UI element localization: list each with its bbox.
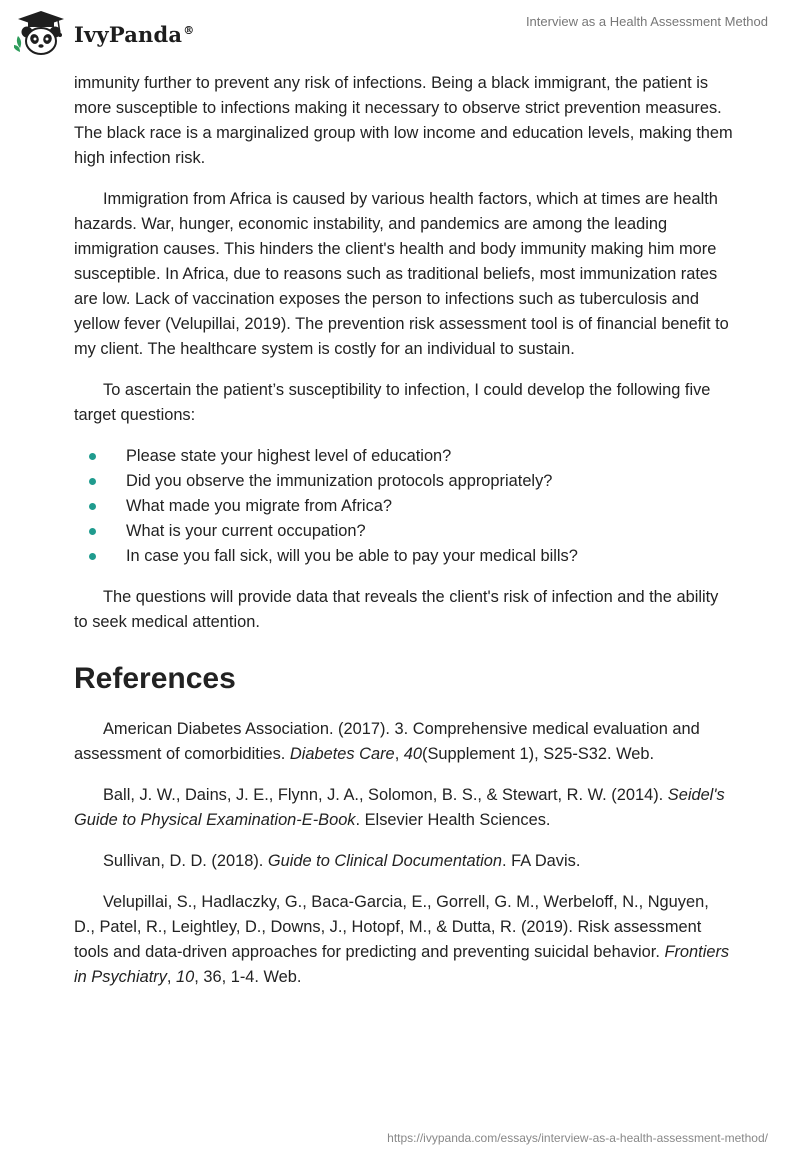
reference-entry: Velupillai, S., Hadlaczky, G., Baca-Garcia, E., Gorrell, G. M., Werbeloff, N., Nguyen, D., Patel, R., Leightley, D., Downs, J., Hotopf, M., & Dutta, R. (2019). Risk assessment tools and data-driven approaches for predicting and preventing suicidal behavior. Frontiers in Psychiatry, 10, 36, 1-4. Web. (74, 893, 730, 986)
list-item: Did you observe the immunization protocols appropriately? (74, 469, 734, 494)
essay-content (74, 71, 734, 990)
paragraph-immunity: immunity further to prevent any risk of infections. Being a black immigrant, the patient is more susceptible to infections making it necessary to observe strict prevention measures. The black race is a marginalized group with low income and education levels, making them high infection risk. (74, 74, 733, 167)
list-item: Please state your highest level of education? (74, 444, 734, 469)
references-list (74, 717, 734, 990)
references-heading: References (74, 662, 236, 695)
brand-name: IvyPanda® (74, 21, 195, 47)
page-header (0, 0, 800, 70)
list-item: What made you migrate from Africa? (74, 494, 734, 519)
reference-entry: Ball, J. W., Dains, J. E., Flynn, J. A., Solomon, B. S., & Stewart, R. W. (2014). Seidel's Guide to Physical Examination-E-Book. Elsevier Health Sciences. (74, 786, 725, 829)
reference-entry: American Diabetes Association. (2017). 3. Comprehensive medical evaluation and assessment of comorbidities. Diabetes Care, 40(Supplement 1), S25-S32. Web. (74, 720, 700, 763)
page-url[interactable]: https://ivypanda.com/essays/interview-as-a-health-assessment-method/ (387, 1131, 768, 1145)
paragraph-target-questions: To ascertain the patient’s susceptibility to infection, I could develop the following five target questions: (74, 381, 711, 424)
bullet-icon (89, 453, 96, 460)
bullet-icon (89, 528, 96, 535)
panda-logo-icon (14, 8, 68, 60)
paragraph-conclusion: The questions will provide data that reveals the client's risk of infection and the ability to seek medical attention. (74, 588, 719, 631)
reference-entry: Sullivan, D. D. (2018). Guide to Clinical Documentation. FA Davis. (103, 852, 581, 870)
questions-list (74, 444, 734, 569)
bullet-icon (89, 503, 96, 510)
ivypanda-logo[interactable] (14, 8, 194, 60)
document-title: Interview as a Health Assessment Method (525, 14, 768, 29)
list-item: What is your current occupation? (74, 519, 734, 544)
bullet-icon (89, 478, 96, 485)
list-item: In case you fall sick, will you be able to pay your medical bills? (74, 544, 734, 569)
paragraph-immigration: Immigration from Africa is caused by various health factors, which at times are health hazards. War, hunger, economic instability, and pandemics are among the leading immigration causes. This hinders the client's health and body immunity making him more susceptible. In Africa, due to reasons such as traditional beliefs, most immunization rates are low. Lack of vaccination exposes the person to infections such as tuberculosis and yellow fever (Velupillai, 2019). The prevention risk assessment tool is of financial benefit to my client. The healthcare system is costly for an individual to sustain. (74, 190, 729, 358)
bullet-icon (89, 553, 96, 560)
